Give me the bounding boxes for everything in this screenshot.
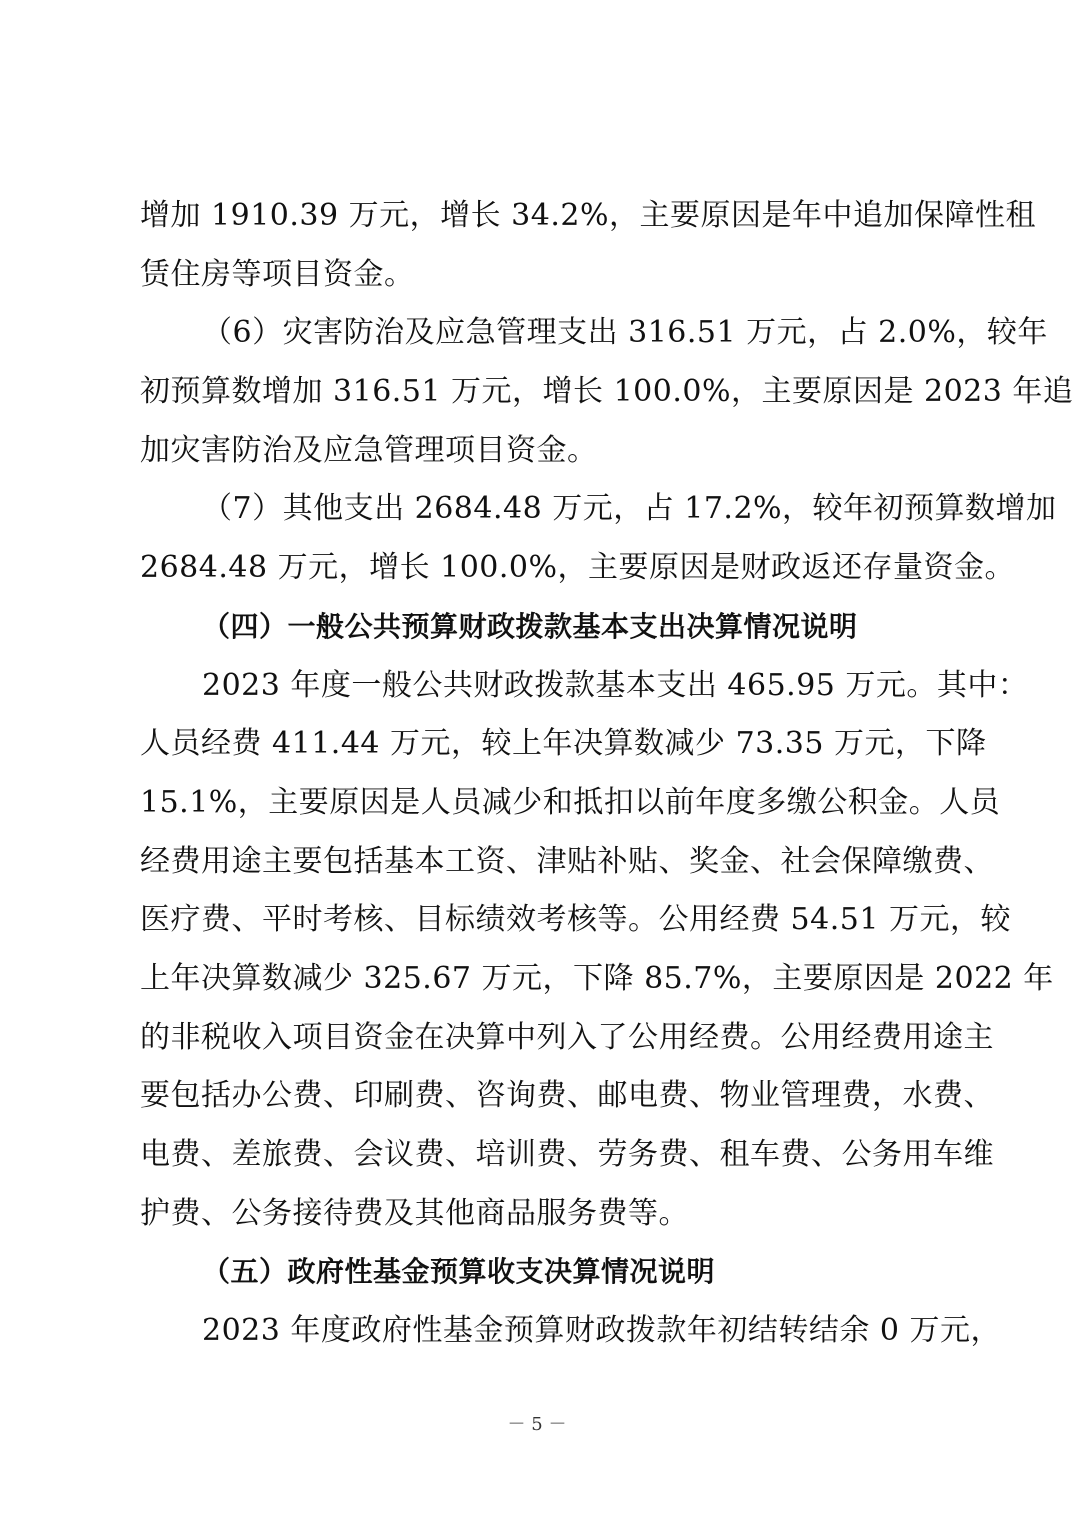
text-line: 护费、公务接待费及其他商品服务费等。	[140, 1195, 689, 1231]
text-line: 初预算数增加 316.51 万元，增长 100.0%，主要原因是 2023 年追	[140, 374, 1074, 410]
text-line: （6）灾害防治及应急管理支出 316.51 万元，占 2.0%，较年	[202, 315, 1048, 351]
text-line: 的非税收入项目资金在决算中列入了公用经费。公用经费用途主	[140, 1019, 994, 1055]
text-line: 2023 年度一般公共财政拨款基本支出 465.95 万元。其中：	[202, 667, 1029, 703]
text-line: 2684.48 万元，增长 100.0%，主要原因是财政返还存量资金。	[140, 550, 1016, 586]
section-heading: （四）一般公共预算财政拨款基本支出决算情况说明	[202, 609, 858, 643]
text-line: 要包括办公费、印刷费、咨询费、邮电费、物业管理费，水费、	[140, 1078, 994, 1114]
text-line: 电费、差旅费、会议费、培训费、劳务费、租车费、公务用车维	[140, 1137, 994, 1172]
text-line: 2023 年度政府性基金预算财政拨款年初结转结余 0 万元，	[202, 1313, 1002, 1349]
text-line: 经费用途主要包括基本工资、津贴补贴、奖金、社会保障缴费、	[140, 843, 994, 879]
text-line: 赁住房等项目资金。	[140, 256, 415, 292]
text-line: 人员经费 411.44 万元，较上年决算数减少 73.35 万元，下降	[140, 726, 987, 762]
text-line: 上年决算数减少 325.67 万元，下降 85.7%，主要原因是 2022 年	[140, 960, 1054, 996]
text-line: 增加 1910.39 万元，增长 34.2%，主要原因是年中追加保障性租	[140, 198, 1036, 233]
page-number: － 5 －	[507, 1414, 567, 1435]
body-text	[140, 187, 1074, 1361]
text-line: （7）其他支出 2684.48 万元，占 17.2%，较年初预算数增加	[202, 491, 1057, 527]
text-line: 医疗费、平时考核、目标绩效考核等。公用经费 54.51 万元，较	[140, 902, 1011, 938]
text-line: 加灾害防治及应急管理项目资金。	[140, 432, 598, 468]
section-heading: （五）政府性基金预算收支决算情况说明	[202, 1255, 716, 1289]
text-line: 15.1%，主要原因是人员减少和抵扣以前年度多缴公积金。人员	[140, 784, 1001, 820]
